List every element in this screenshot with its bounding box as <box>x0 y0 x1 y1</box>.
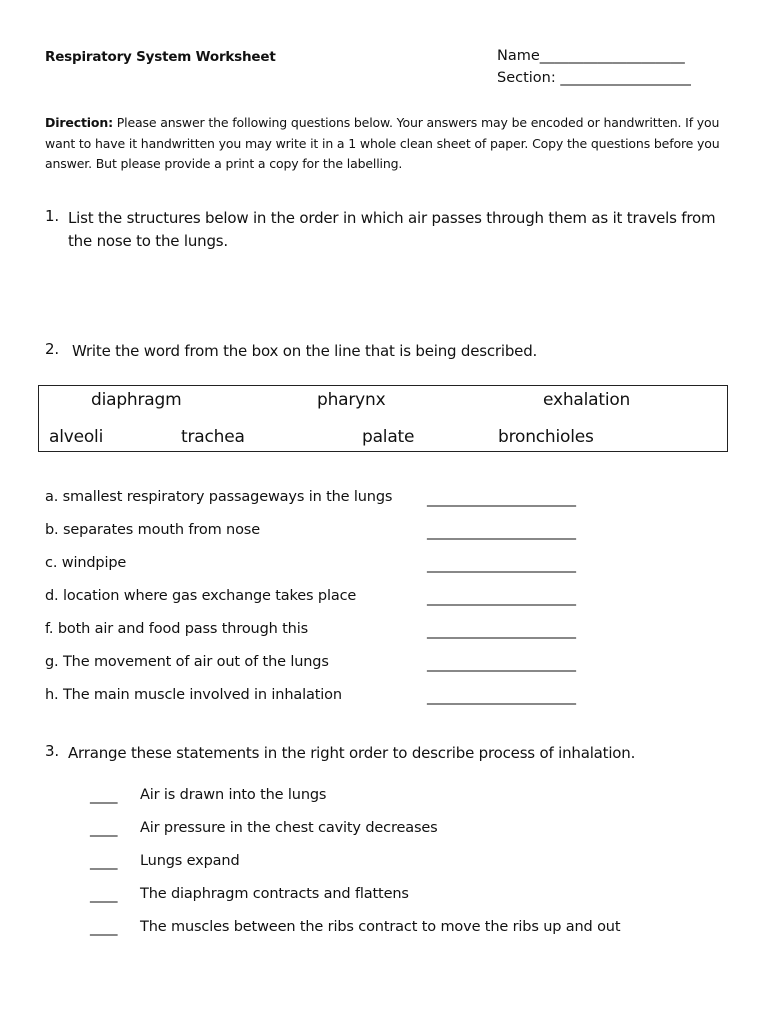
question-2-number: 2. <box>45 340 59 358</box>
section-field: Section: __________________ <box>497 70 691 86</box>
statement-text: Air pressure in the chest cavity decreases <box>140 820 438 836</box>
question-2-item-label: a. smallest respiratory passageways in the lungs <box>45 489 393 505</box>
answer-blank[interactable]: ______________________ <box>427 623 576 639</box>
answer-blank[interactable]: ______________________ <box>427 689 576 705</box>
statement-text: Lungs expand <box>140 853 240 869</box>
question-2-item-label: c. windpipe <box>45 555 127 571</box>
question-2-item-label: b. separates mouth from nose <box>45 522 260 538</box>
order-blank[interactable]: ____ <box>90 887 117 903</box>
word-box-word: bronchioles <box>498 427 594 447</box>
word-box-word: palate <box>362 427 415 447</box>
answer-blank[interactable]: ______________________ <box>427 524 576 540</box>
worksheet-title: Respiratory System Worksheet <box>45 49 276 65</box>
order-blank[interactable]: ____ <box>90 920 117 936</box>
direction-paragraph <box>45 113 735 175</box>
order-blank[interactable]: ____ <box>90 788 117 804</box>
question-3-text: Arrange these statements in the right order to describe process of inhalation. <box>68 744 636 762</box>
word-box-word: pharynx <box>317 390 386 410</box>
statement-text: The muscles between the ribs contract to move the ribs up and out <box>140 919 621 935</box>
order-blank[interactable]: ____ <box>90 821 117 837</box>
direction-text: Please answer the following questions below. Your answers may be encoded or handwritten. If you want to have it handwritten you may write it in a 1 whole clean sheet of paper. Copy the questions before you answer. But please provide a print a copy for the labelling. <box>45 115 720 171</box>
answer-blank[interactable]: ______________________ <box>427 557 576 573</box>
word-box-word: diaphragm <box>91 390 182 410</box>
word-box-word: alveoli <box>49 427 104 447</box>
direction-label: Direction: <box>45 115 113 130</box>
answer-blank[interactable]: ______________________ <box>427 656 576 672</box>
question-3-number: 3. <box>45 742 59 760</box>
answer-blank[interactable]: ______________________ <box>427 491 576 507</box>
question-1-number: 1. <box>45 207 59 225</box>
question-1-text: List the structures below in the order in which air passes through them as it travels from the nose to the lungs. <box>68 209 716 250</box>
question-2-item-label: h. The main muscle involved in inhalation <box>45 687 342 703</box>
question-2-text: Write the word from the box on the line that is being described. <box>72 342 538 360</box>
word-box-word: exhalation <box>543 390 631 410</box>
name-field: Name____________________ <box>497 48 685 64</box>
question-2-item-label: d. location where gas exchange takes place <box>45 588 357 604</box>
question-2-item-label: g. The movement of air out of the lungs <box>45 654 329 670</box>
word-box <box>38 385 728 452</box>
word-box-word: trachea <box>181 427 245 447</box>
order-blank[interactable]: ____ <box>90 854 117 870</box>
statement-text: Air is drawn into the lungs <box>140 787 327 803</box>
answer-blank[interactable]: ______________________ <box>427 590 576 606</box>
statement-text: The diaphragm contracts and flattens <box>140 886 409 902</box>
question-2-item-label: f. both air and food pass through this <box>45 621 309 637</box>
